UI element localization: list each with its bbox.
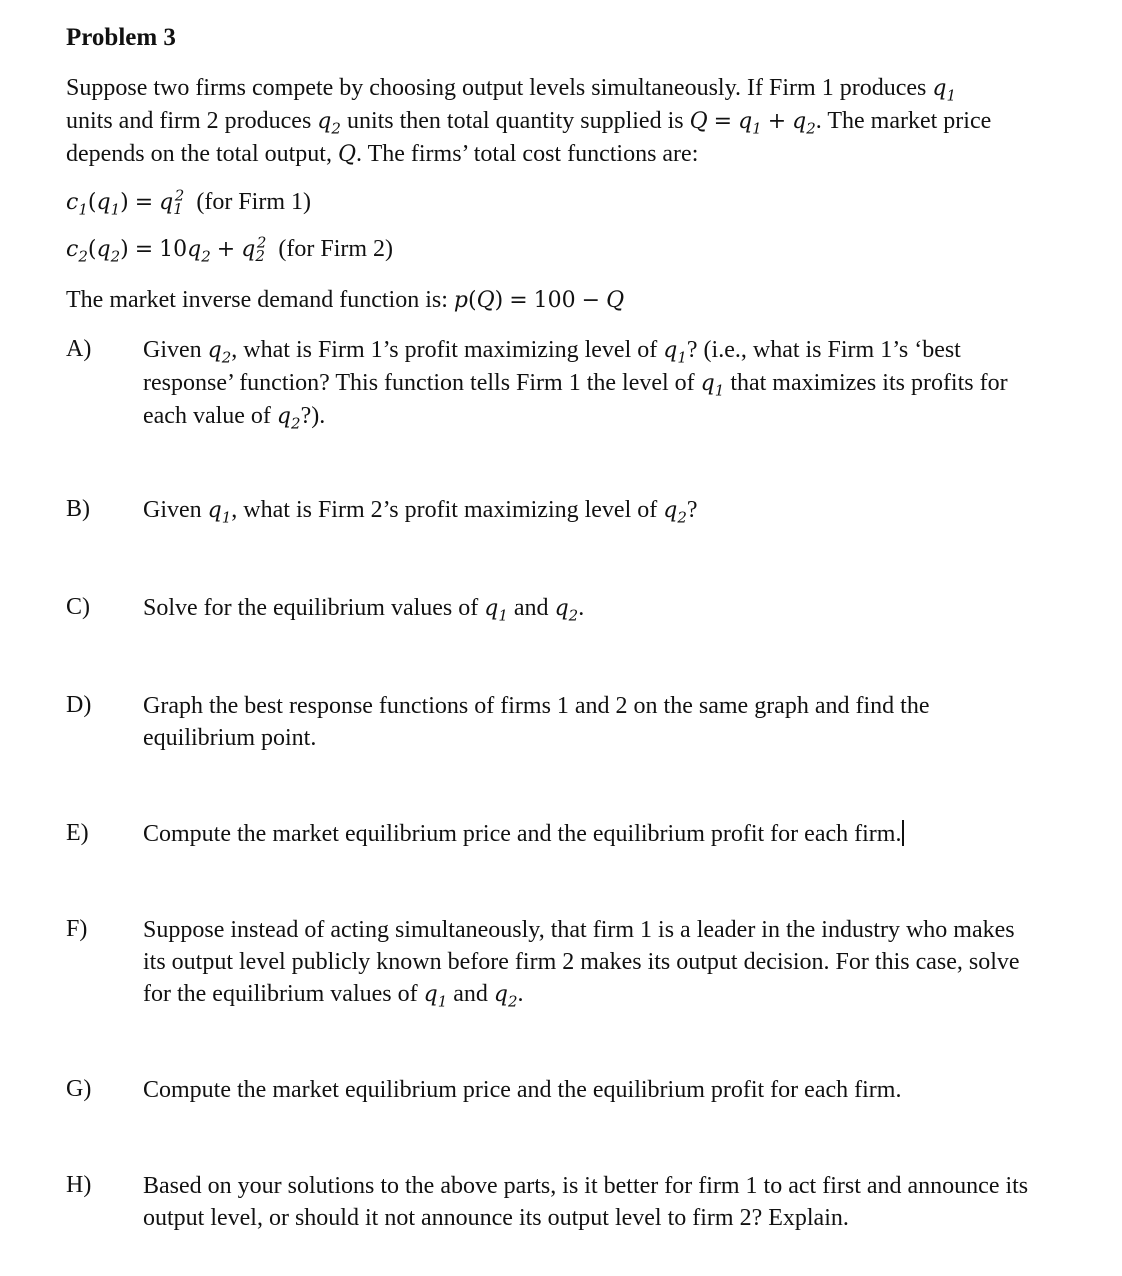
question-e-label: E) [66,820,89,846]
question-f-label: F) [66,916,88,942]
question-b-label: B) [66,496,90,522]
question-a-label: A) [66,336,92,362]
question-c-label: C) [66,594,90,620]
question-b-text: Given $q_1$, what is Firm 2’s profit maximizing level of $q_2$? [143,497,698,527]
math-q1: $q_1$ [932,76,956,105]
cost-function-firm-1: $c_1(q_1) = q_1^2$ (for Firm 1) [66,186,311,219]
question-h-text: Based on your solutions to the above parts, is it better for firm 1 to act first and announce its output level, or should it not announce its output level to firm 2? Explain. [143,1173,1029,1231]
cost-function-firm-2: $c_2(q_2) = 10q_2 + q_2^2$ (for Firm 2) [66,233,394,266]
question-c-text: Solve for the equilibrium values of $q_1$ and $q_2$. [143,595,585,625]
question-g-text: Compute the market equilibrium price and the equilibrium profit for each firm. [143,1077,902,1103]
math-q2: $q_2$ [317,109,341,138]
problem-title: Problem 3 [66,24,176,51]
question-d-label: D) [66,692,92,718]
question-e-text: Compute the market equilibrium price and the equilibrium profit for each firm. [143,818,1043,850]
question-d-text: Graph the best response functions of firms 1 and 2 on the same graph and find the equilibrium point. [143,693,930,751]
question-a-text: Given $q_2$, what is Firm 1’s profit maximizing level of $q_1$? (i.e., what is Firm 1’s ‘best response’ function? This function tells Firm 1 the level of $q_1$ that maximizes its profits for each value of $q_2$?). [143,337,1008,433]
question-f-text: Suppose instead of acting simultaneously, that firm 1 is a leader in the industry who makes its output level publicly known before firm 2 makes its output decision. For this case, solve for the equilibrium values of $q_1$ and $q_2$. [143,917,1020,1011]
inverse-demand-function: The market inverse demand function is: p(Q) = 100 − Q [66,287,625,313]
intro-paragraph: Suppose two firms compete by choosing output levels simultaneously. If Firm 1 produces $q_1$ units and firm 2 produces $q_2$ units then total quantity supplied is $Q = q_1 + q_2$. The market price depends on the total output, Q. The firms’ total cost functions are: [66,75,992,167]
question-g-label: G) [66,1076,92,1102]
text-cursor [902,820,904,846]
math-total-quantity: Q [689,109,708,134]
question-h-label: H) [66,1172,92,1198]
